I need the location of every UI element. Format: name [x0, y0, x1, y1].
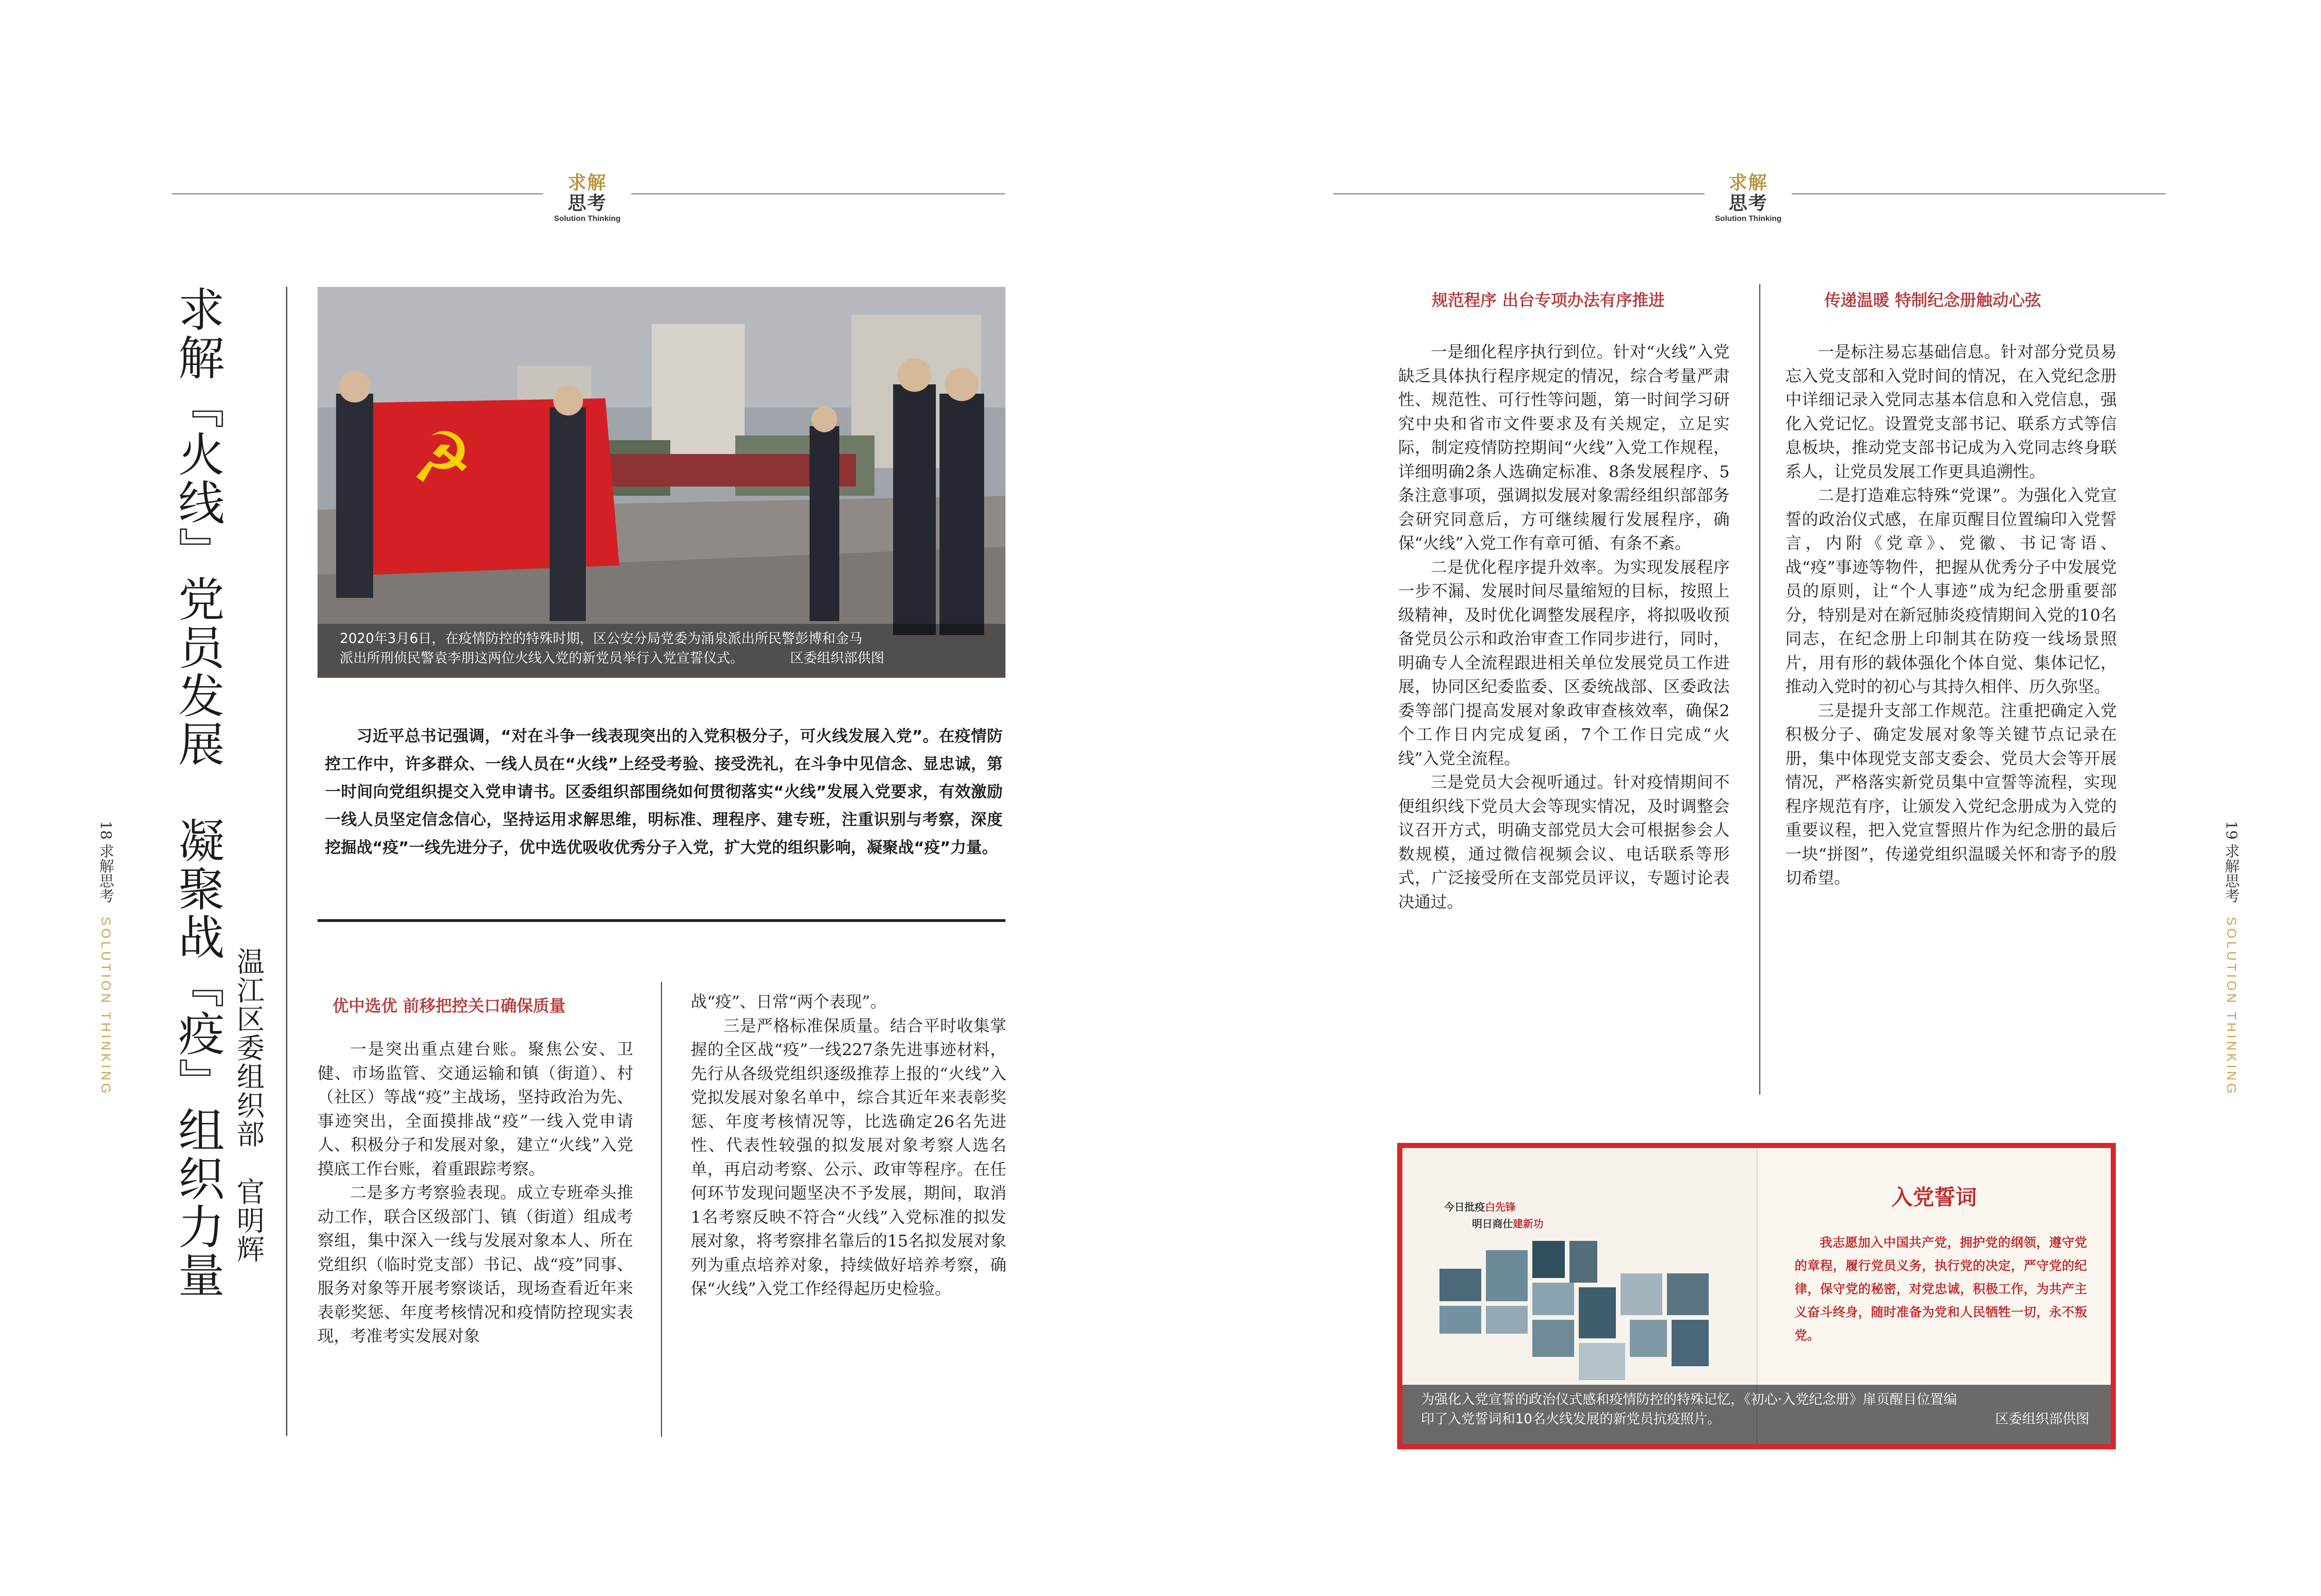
section3-heading: 传递温暖 特制纪念册触动心弦	[1824, 292, 2042, 310]
section1-col1	[318, 1038, 633, 1349]
article-author	[232, 947, 265, 1264]
section1-col1-p1: 一是突出重点建台账。聚焦公安、卫健、市场监管、交通运输和镇（街道）、村（社区）等战“疫”主战场，坚持政治为先、事迹突出，全面摸排战“疫”一线入党申请人、积极分子和发展对象，建立“火线”入党摸底工作台账，着重跟踪考察。	[318, 1040, 633, 1179]
section3-body	[1785, 341, 2117, 891]
header-logo-left	[548, 173, 627, 224]
folio-left-num: 18	[97, 821, 115, 840]
section3-p2: 二是打造难忘特殊“党课”。为强化入党宣誓的政治仪式感，在扉页醒目位置编印入党誓言，内附《党章》、党徽、书记寄语、战“疫”事迹等物件，把握从优秀分子中发展党员的原则，让“个人事迹”成为纪念册重要部分，特别是对在新冠肺炎疫情期间入党的10名同志，在纪念册上印制其在防疫一线场景照片，用有形的载体强化个体自觉、集体记忆，推动入党时的初心与其持久相伴、历久弥坚。	[1785, 487, 2117, 696]
author-gap	[232, 1148, 265, 1177]
title-part2: 凝聚战『疫』组织力量	[170, 817, 225, 1299]
slogan-line2: 明日商仕建新功	[1472, 1218, 1544, 1230]
folio-right-cn: 求解思考	[2223, 843, 2240, 903]
header-rule-left-b	[631, 193, 1005, 195]
oath-title: 入党誓词	[1891, 1185, 1977, 1210]
column-divider-left	[661, 982, 662, 1437]
brand-en: Solution Thinking	[1715, 214, 1782, 223]
column-divider-right	[1759, 284, 1760, 1095]
author-name: 官明辉	[232, 1177, 265, 1264]
ceremony-photo	[318, 287, 1005, 678]
section2-p1: 一是细化程序执行到位。针对“火线”入党缺乏具体执行程序规定的情况，综合考量严肃性、规范性、可行性等问题，第一时间学习研究中央和省市文件要求及有关规定，立足实际，制定疫情防控期间“火线”入党工作规程，详细明确2条人选确定标准、8条发展程序、5条注意事项，强调拟发展对象需经组织部部务会研究同意后，方可继续履行发展程序，确保“火线”入党工作有章可循、有条不紊。	[1398, 343, 1730, 553]
section1-col2	[691, 991, 1006, 1302]
section2-p3: 三是党员大会视听通过。针对疫情期间不便组织线下党员大会等现实情况，及时调整会议召开方式，明确支部党员大会可根据参会人数规模，通过微信视频会议、电话联系等形式，广泛接受所在支部党员评议，专题讨论表决通过。	[1398, 773, 1730, 912]
header-rule-right-a	[1333, 193, 1705, 195]
booklet-slogan	[1444, 1199, 1543, 1233]
booklet-caption	[1421, 1389, 2099, 1428]
svg-text:☭: ☭	[410, 418, 473, 499]
ceremony-photo-image	[318, 287, 1005, 678]
folio-right-en: SOLUTION THINKING	[2224, 916, 2239, 1096]
header-rule-left-a	[172, 193, 543, 195]
folio-left-cn: 求解思考	[97, 843, 115, 903]
title-gap	[170, 768, 225, 817]
booklet-caption-line1: 为强化入党宣誓的政治仪式感和疫情防控的特殊记忆，《初心·入党纪念册》扉页醒目位置编	[1421, 1391, 1957, 1407]
booklet-credit: 区委组织部供图	[1995, 1411, 2089, 1427]
article-title	[169, 285, 225, 1299]
section1-heading: 优中选优 前移把控关口确保质量	[332, 997, 566, 1016]
lead-bottom-rule	[318, 919, 1005, 922]
folio-left-en: SOLUTION THINKING	[99, 916, 113, 1096]
brand-top: 求解	[568, 172, 607, 194]
section1-col2-p0: 战“疫”、日常“两个表现”。	[691, 993, 887, 1012]
slogan-line1: 今日批疫白先锋	[1444, 1201, 1516, 1213]
section1-col2-p1: 三是严格标准保质量。结合平时收集掌握的全区战“疫”一线227条先进事迹材料，先行从各级党组织逐级推荐上报的“火线”入党拟发展对象名单中，综合其近年来表彰奖惩、年度考核情况等，比选确定26名先进性、代表性较强的拟发展对象考察人选名单，再启动考察、公示、政审等程序。在任何环节发现问题坚决不予发展，期间，取消1名考察反映不符合“火线”入党标准的拟发展对象，将考察排名靠后的15名拟发展对象列为重点培养对象，持续做好培养考察，确保“火线”入党工作经得起历史检验。	[691, 1017, 1006, 1298]
photo-caption-line2: 派出所刑侦民警袁李朋这两位火线入党的新党员举行入党宣誓仪式。 区委组织部供图	[340, 650, 885, 666]
brand-en: Solution Thinking	[554, 214, 621, 223]
photo-credit: 区委组织部供图	[790, 650, 885, 666]
section3-p3: 三是提升支部工作规范。注重把确定入党积极分子、确定发展对象等关键节点记录在册，集中体现党支部支委会、党员大会等开展情况，严格落实新党员集中宣誓等流程，实现程序规范有序，让颁发入党纪念册成为入党的重要议程，把入党宣誓照片作为纪念册的最后一块“拼图”，传递党组织温暖关怀和寄予的殷切希望。	[1785, 701, 2117, 888]
title-divider	[286, 287, 287, 1436]
folio-right-num: 19	[2223, 821, 2240, 840]
lead-paragraph: 习近平总书记强调，“对在斗争一线表现突出的入党积极分子，可火线发展入党”。在疫情防控工作中，许多群众、一线人员在“火线”上经受考验、接受洗礼，在斗争中见信念、显忠诚，第一时间向党组织提交入党申请书。区委组织部围绕如何贯彻落实“火线”发展入党要求，有效激励一线人员坚定信念信心，坚持运用求解思维，明标准、理程序、建专班，注重识别与考察，深度挖掘战“疫”一线先进分子，优中选优吸收优秀分子入党，扩大党的组织影响，凝聚战“疫”力量。	[325, 727, 1003, 857]
folio-right	[2221, 821, 2242, 1096]
author-org: 温江区委组织部	[232, 947, 265, 1148]
brand-bottom: 思考	[568, 193, 607, 214]
booklet-image	[1397, 1143, 2116, 1449]
brand-bottom: 思考	[1729, 193, 1768, 214]
folio-left	[95, 821, 117, 1096]
section3-p1: 一是标注易忘基础信息。针对部分党员易忘入党支部和入党时间的情况，在入党纪念册中详细记录入党同志基本信息和入党信息，强化入党记忆。设置党支部书记、联系方式等信息板块，推动党支部书记成为入党同志终身联系人，让党员发展工作更具追溯性。	[1785, 343, 2117, 481]
section1-col1-p2: 二是多方考察验表现。成立专班牵头推动工作，联合区级部门、镇（街道）组成考察组，集中深入一线与发展对象本人、所在党组织（临时党支部）书记、战“疫”同事、服务对象等开展考察谈话，现场查看近年来表彰奖惩、年度考核情况和疫情防控现实表现，考准考实发展对象	[318, 1184, 633, 1346]
header-logo-right	[1709, 173, 1788, 224]
brand-top: 求解	[1729, 172, 1768, 194]
title-part1: 求解『火线』党员发展	[170, 285, 225, 768]
section2-body	[1398, 341, 1730, 915]
photo-caption	[340, 629, 999, 668]
section2-heading: 规范程序 出台专项办法有序推进	[1432, 292, 1665, 310]
booklet-caption-line2: 印了入党誓词和10名火线发展的新党员抗疫照片。 区委组织部供图	[1421, 1409, 2099, 1428]
header-rule-right-b	[1792, 193, 2165, 195]
photo-caption-line1: 2020年3月6日，在疫情防控的特殊时期，区公安分局党委为涌泉派出所民警彭博和金马	[340, 630, 862, 646]
oath-text: 我志愿加入中国共产党，拥护党的纲领，遵守党的章程，履行党员义务，执行党的决定，严守党的纪律，保守党的秘密，对党忠诚，积极工作，为共产主义奋斗终身，随时准备为党和人民牺牲一切，永不叛党。	[1795, 1236, 2087, 1343]
section2-p2: 二是优化程序提升效率。为实现发展程序一步不漏、发展时间尽量缩短的目标，按照上级精神，及时优化调整发展程序，将拟吸收预备党员公示和政治审查工作同步进行，同时，明确专人全流程跟进相关单位发展党员工作进展，协同区纪委监委、区委统战部、区委政法委等部门提高发展对象政审查核效率，确保2个工作日内完成复函，7个工作日完成“火线”入党全流程。	[1398, 558, 1730, 768]
